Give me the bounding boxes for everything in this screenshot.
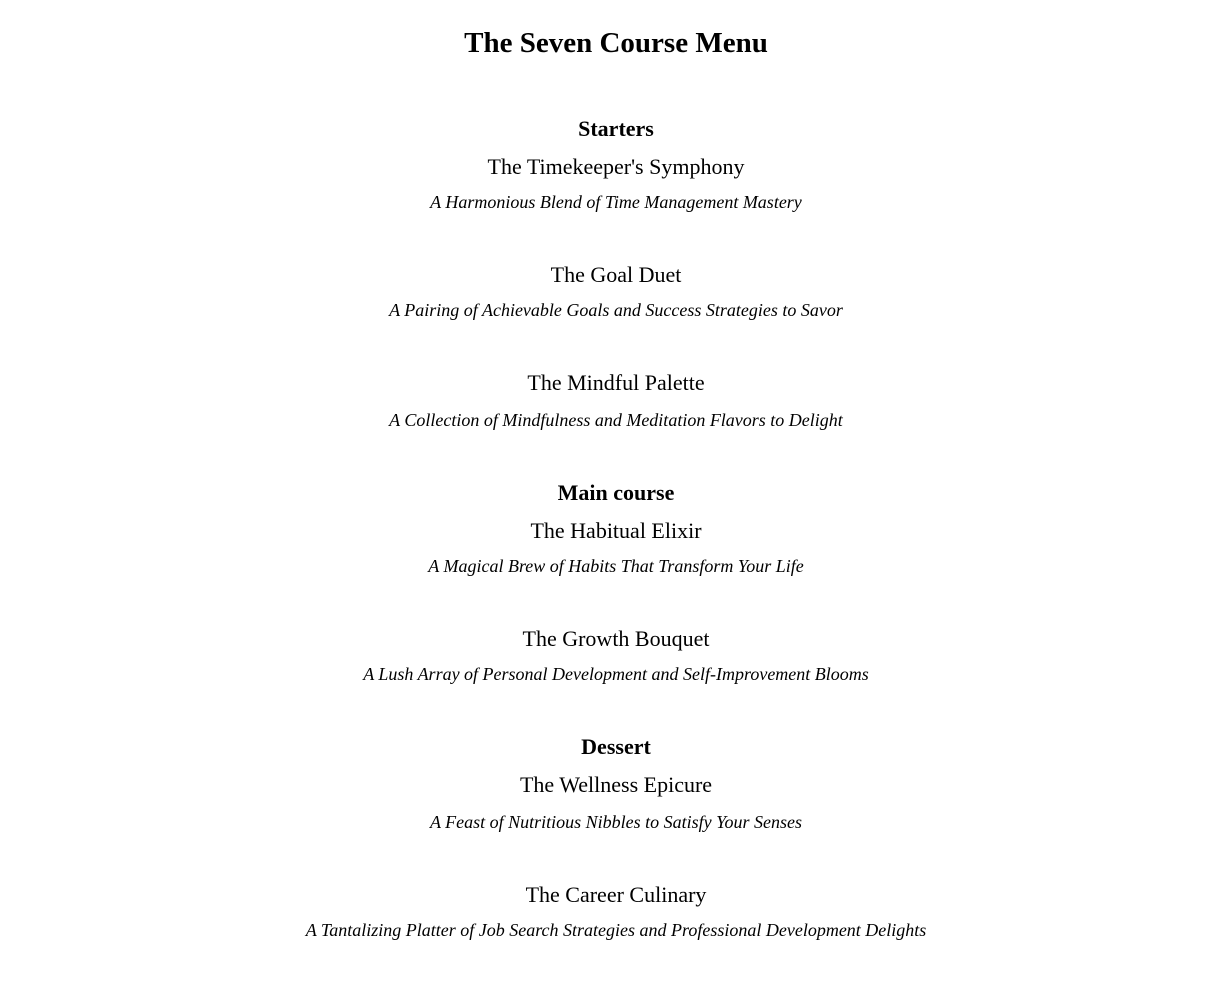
dish-description: A Tantalizing Platter of Job Search Strategies and Professional Development Delights — [305, 920, 927, 940]
dish-description: A Collection of Mindfulness and Meditation Flavors to Delight — [389, 410, 843, 430]
dish-name: The Wellness Epicure — [519, 772, 713, 797]
section-heading-starters: Starters — [578, 116, 654, 141]
dish-description: A Feast of Nutritious Nibbles to Satisfy Your Senses — [429, 812, 803, 832]
dish-name: The Habitual Elixir — [530, 518, 702, 543]
dish-description: A Lush Array of Personal Development and Self-Improvement Blooms — [363, 664, 869, 684]
menu-title: The Seven Course Menu — [464, 27, 768, 59]
dish-description: A Harmonious Blend of Time Management Mastery — [430, 192, 802, 212]
section-heading-main-course: Main course — [557, 480, 675, 505]
dish-name: The Mindful Palette — [527, 370, 705, 395]
dish-description: A Pairing of Achievable Goals and Success Strategies to Savor — [389, 300, 843, 320]
dish-description: A Magical Brew of Habits That Transform Your Life — [428, 556, 804, 576]
dish-name: The Goal Duet — [550, 262, 682, 287]
dish-name: The Career Culinary — [525, 882, 707, 907]
section-heading-dessert: Dessert — [581, 734, 651, 759]
dish-name: The Timekeeper's Symphony — [487, 154, 745, 179]
dish-name: The Growth Bouquet — [522, 626, 710, 651]
